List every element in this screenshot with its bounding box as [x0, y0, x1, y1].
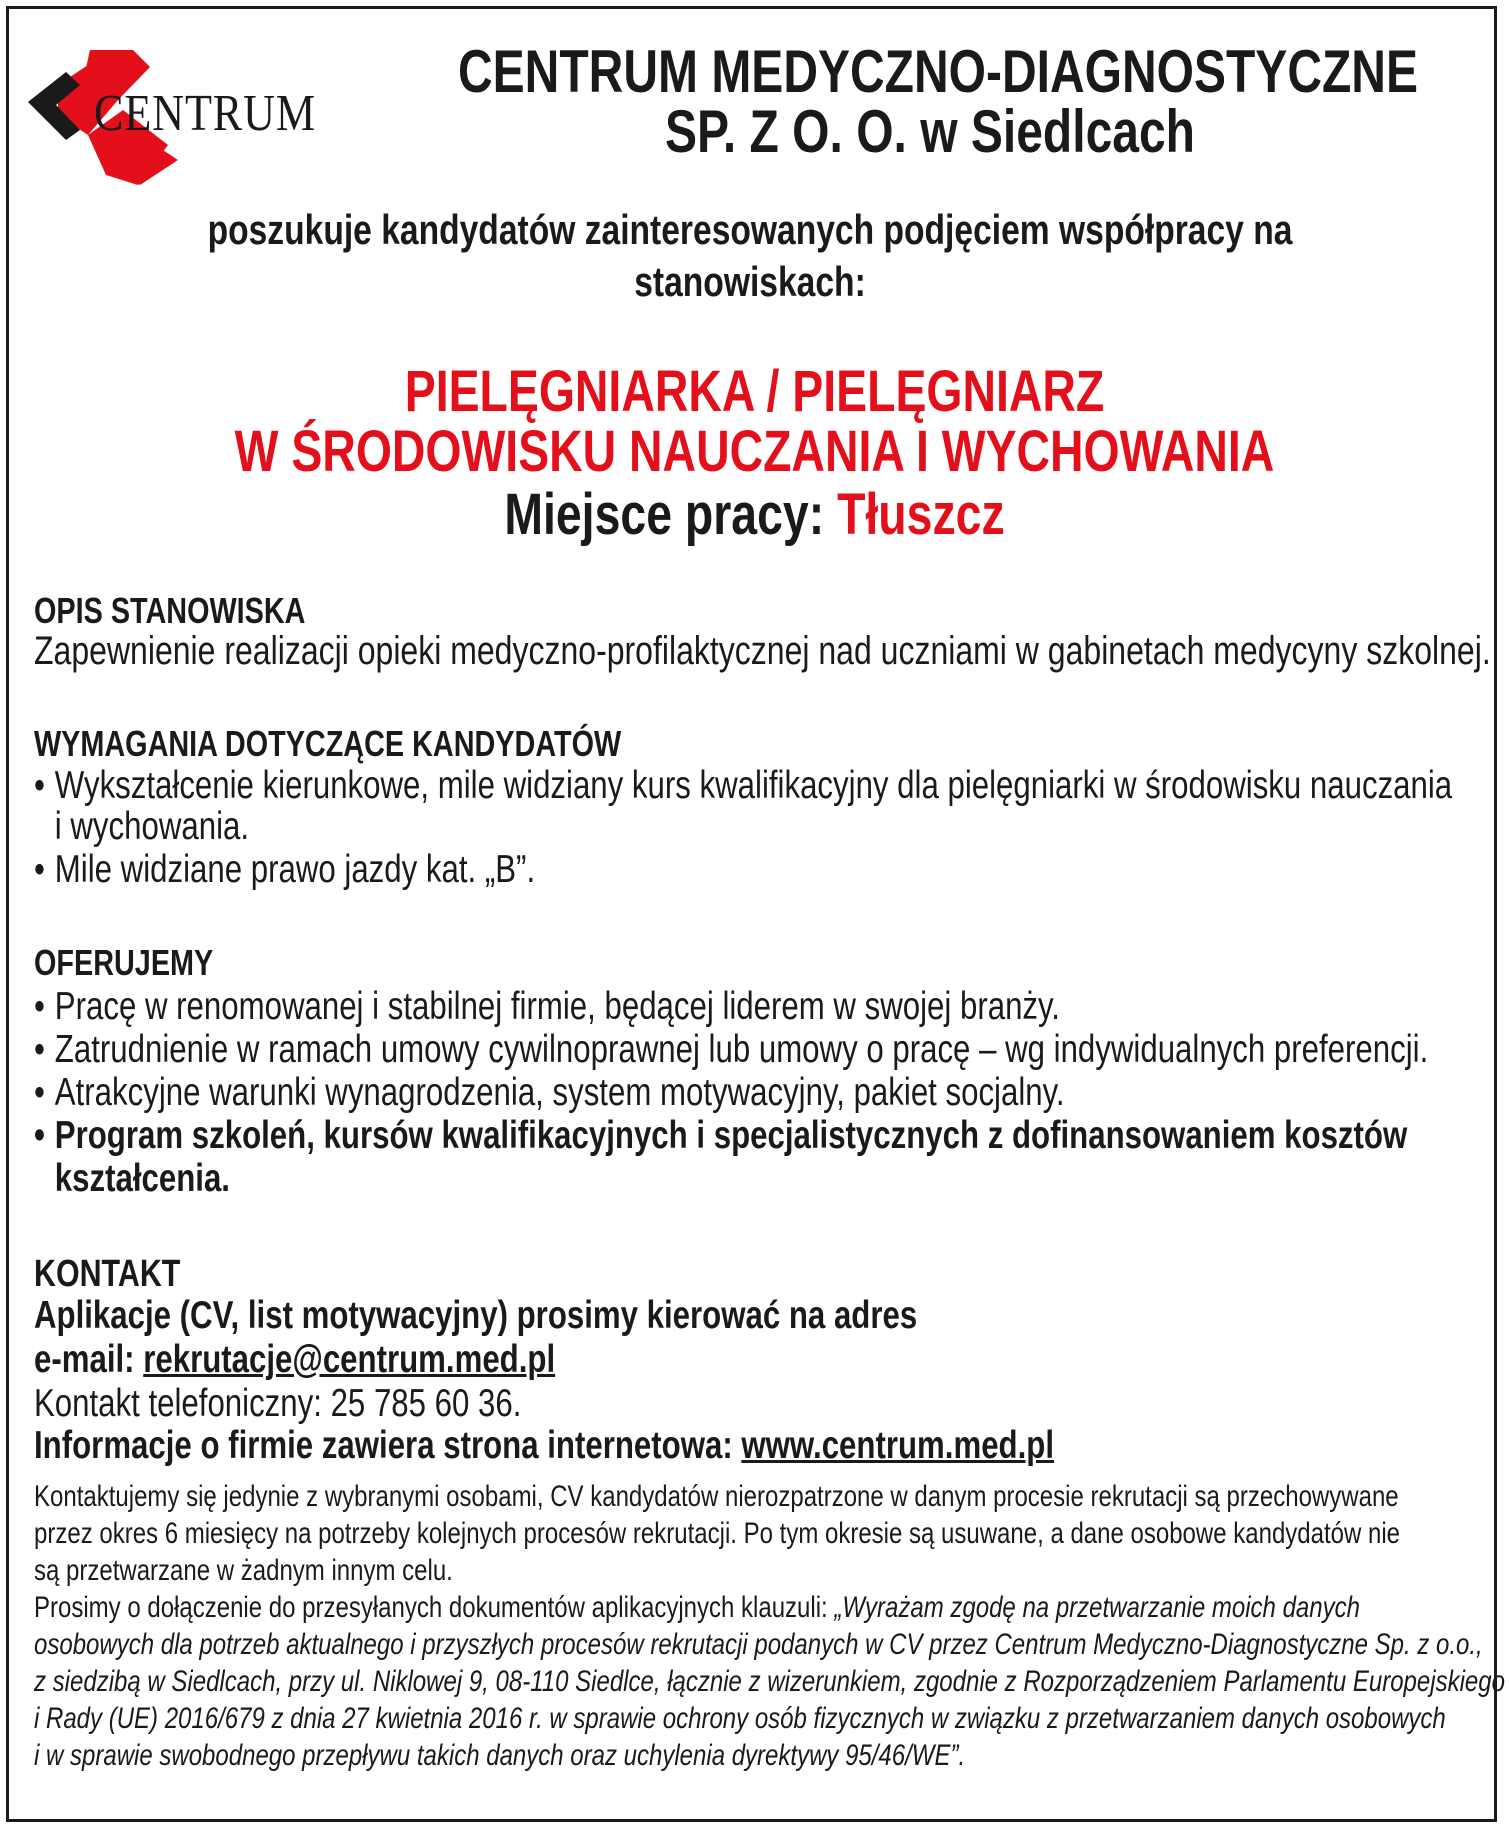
oferujemy-item-bold-cont: kształcenia.: [54, 1157, 230, 1200]
website-link[interactable]: www.centrum.med.pl: [741, 1424, 1055, 1467]
logo-text: CENTRUM: [94, 85, 317, 142]
oferujemy-item: • Pracę w renomowanej i stabilnej firmie, będącej liderem w swojej branży.: [34, 985, 1060, 1028]
kontakt-phone: Kontakt telefoniczny: 25 785 60 36.: [34, 1382, 522, 1425]
company-location: SP. Z O. O. w Siedlcach: [665, 98, 1195, 165]
work-place: [0, 483, 1509, 547]
clause-text: i Rady (UE) 2016/679 z dnia 27 kwietnia 2016 r. w sprawie ochrony osób fizycznych w związku z przetwarzaniem danych osobowych: [34, 1702, 1446, 1735]
clause-intro: Prosimy o dołączenie do przesyłanych dokumentów aplikacyjnych klauzuli: „Wyrażam zgodę na przetwarzanie moich danych: [34, 1591, 1360, 1624]
oferujemy-item-bold: • Program szkoleń, kursów kwalifikacyjnych i specjalistycznych z dofinansowaniem kosztów: [34, 1114, 1408, 1157]
oferujemy-item: • Zatrudnienie w ramach umowy cywilnoprawnej lub umowy o pracę – wg indywidualnych preferencji.: [34, 1028, 1429, 1071]
email-link[interactable]: rekrutacje@centrum.med.pl: [143, 1338, 556, 1381]
kontakt-www: Informacje o firmie zawiera strona internetowa: www.centrum.med.pl: [34, 1424, 1055, 1467]
work-place-value: Tłuszcz: [837, 482, 1005, 547]
intro-text: poszukuje kandydatów zainteresowanych podjęciem współpracy na: [207, 206, 1293, 253]
rodo-note: są przetwarzane w żadnym innym celu.: [34, 1554, 453, 1587]
kontakt-heading: KONTAKT: [34, 1253, 181, 1295]
opis-heading: OPIS STANOWISKA: [34, 590, 306, 631]
wymagania-item: • Wykształcenie kierunkowe, mile widziany kurs kwalifikacyjny dla pielęgniarki w środowisku nauczania: [34, 764, 1453, 807]
opis-text: Zapewnienie realizacji opieki medyczno-profilaktycznej nad uczniami w gabinetach medycyny szkolnej.: [34, 629, 1491, 673]
company-name: CENTRUM MEDYCZNO-DIAGNOSTYCZNE: [458, 38, 1418, 105]
kontakt-line: Aplikacje (CV, list motywacyjny) prosimy kierować na adres: [34, 1294, 918, 1337]
rodo-note: przez okres 6 miesięcy na potrzeby kolejnych procesów rekrutacji. Po tym okresie są usuwane, a dane osobowe kandydatów nie: [34, 1517, 1401, 1550]
oferujemy-item: • Atrakcyjne warunki wynagrodzenia, system motywacyjny, pakiet socjalny.: [34, 1071, 1065, 1114]
wymagania-heading: WYMAGANIA DOTYCZĄCE KANDYDATÓW: [34, 723, 622, 764]
centrum-logo: [28, 40, 328, 190]
intro-text-2: stanowiskach:: [634, 258, 866, 305]
position-title: PIELĘGNIARKA / PIELĘGNIARZ: [404, 359, 1105, 424]
position-subtitle: W ŚRODOWISKU NAUCZANIA I WYCHOWANIA: [234, 419, 1275, 484]
oferujemy-heading: OFERUJEMY: [34, 942, 214, 983]
clause-text: z siedzibą w Siedlcach, przy ul. Niklowej 9, 08-110 Siedlce, łącznie z wizerunkiem, zgodnie z Rozporządzeniem Parlamentu Europejskiego: [34, 1665, 1505, 1698]
kontakt-email: e-mail: rekrutacje@centrum.med.pl: [34, 1338, 556, 1381]
wymagania-item: • Mile widziane prawo jazdy kat. „B”.: [34, 848, 536, 891]
work-place-label: Miejsce pracy:: [504, 482, 825, 547]
rodo-note: Kontaktujemy się jedynie z wybranymi osobami, CV kandydatów nierozpatrzone w danym procesie rekrutacji są przechowywane: [34, 1480, 1399, 1513]
wymagania-item-cont: i wychowania.: [54, 805, 250, 848]
clause-text: osobowych dla potrzeb aktualnego i przyszłych procesów rekrutacji podanych w CV przez Centrum Medyczno-Diagnostyczne Sp. z o.o.,: [34, 1628, 1483, 1661]
clause-text: i w sprawie swobodnego przepływu takich danych oraz uchylenia dyrektywy 95/46/WE”.: [34, 1739, 966, 1772]
